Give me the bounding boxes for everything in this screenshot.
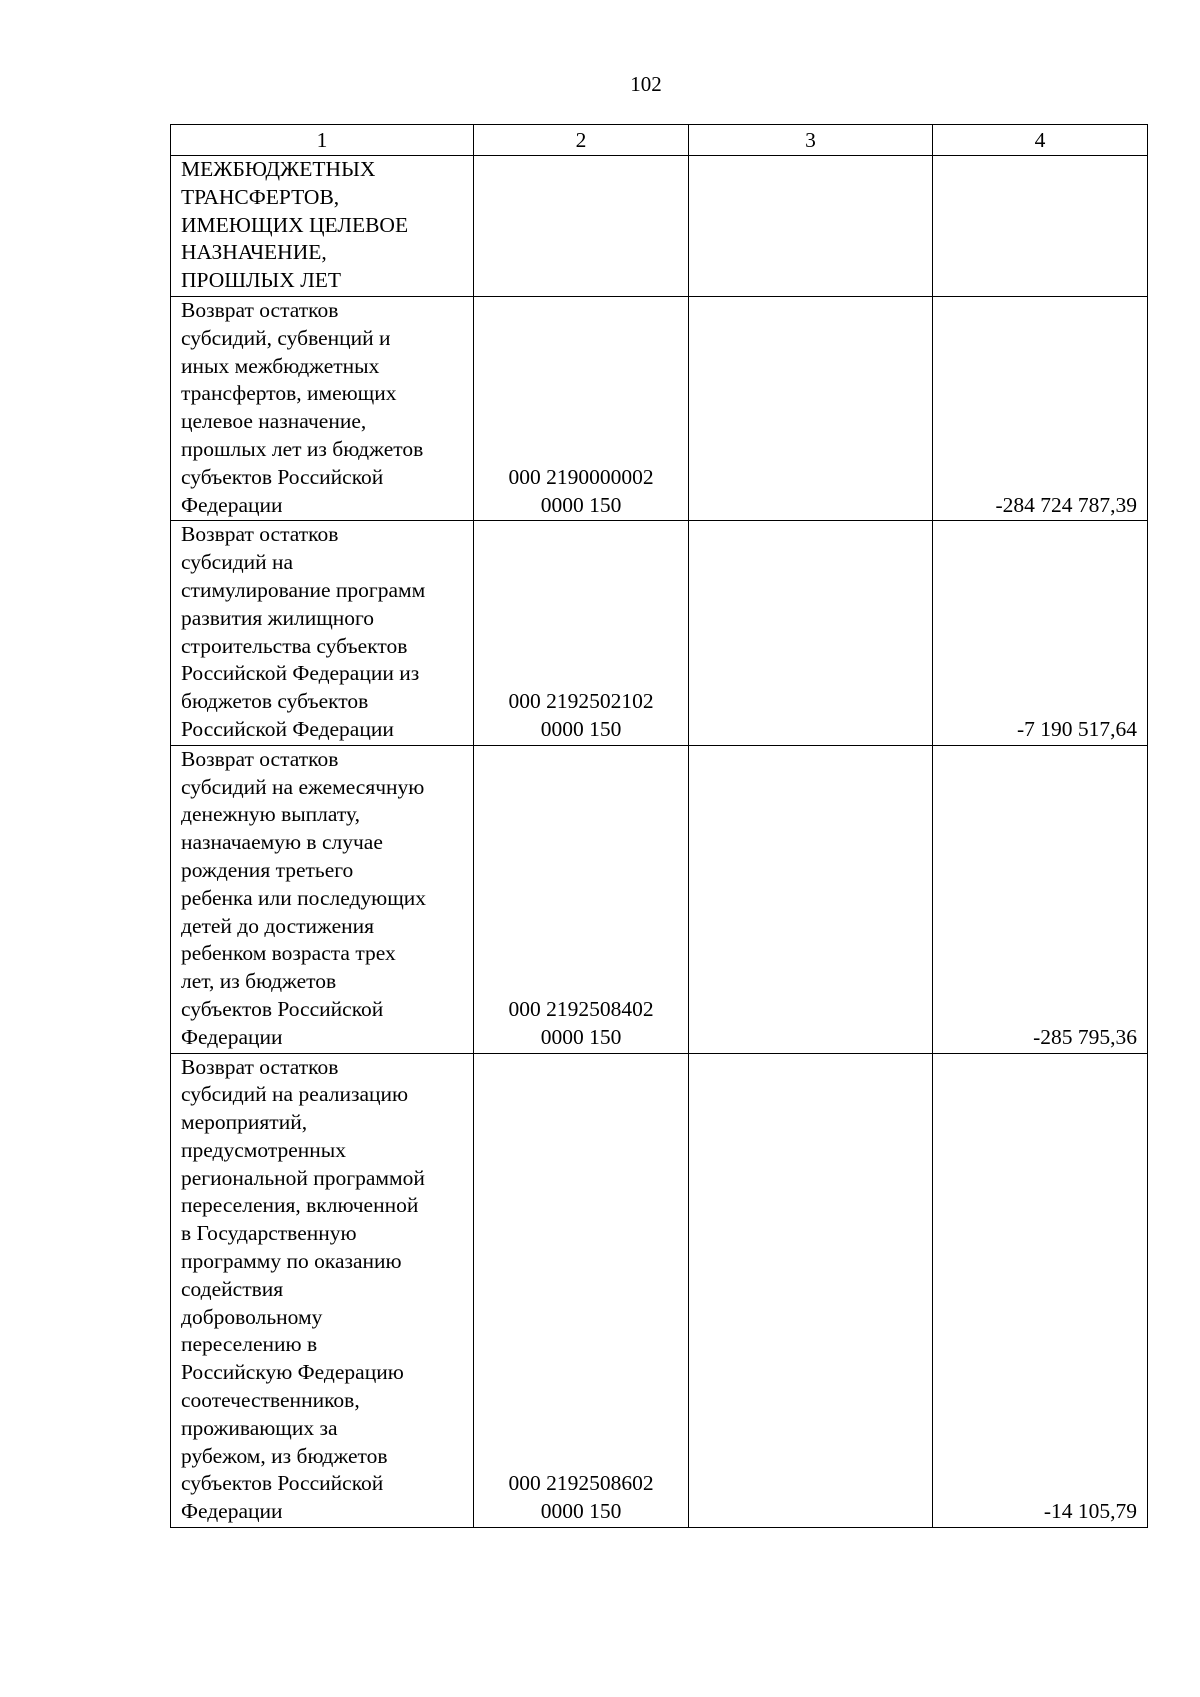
column-header-1: 1 <box>171 125 474 156</box>
column-header-3: 3 <box>689 125 933 156</box>
column-header-4: 4 <box>933 125 1148 156</box>
row-code-cell: 000 2190000002 0000 150 <box>474 296 689 520</box>
row-name-cell: Возврат остатков субсидий на реализацию мероприятий, предусмотренных региональной программой переселения, включенной в Государственную программу по оказанию содействия добровольному переселению в Российскую Федерацию соотечественников, проживающих за рубежом, из бюджетов субъектов Российской Федерации <box>171 1053 474 1528</box>
table-row <box>171 745 1148 1053</box>
row-col3-cell <box>689 521 933 745</box>
table-row <box>171 521 1148 745</box>
page-number: 102 <box>630 72 662 96</box>
row-name-cell: МЕЖБЮДЖЕТНЫХ ТРАНСФЕРТОВ, ИМЕЮЩИХ ЦЕЛЕВОЕ НАЗНАЧЕНИЕ, ПРОШЛЫХ ЛЕТ <box>171 156 474 297</box>
row-amount-cell: -284 724 787,39 <box>933 296 1148 520</box>
table-row <box>171 1053 1148 1528</box>
row-amount-cell: -285 795,36 <box>933 745 1148 1053</box>
row-code-cell: 000 2192502102 0000 150 <box>474 521 689 745</box>
row-col3-cell <box>689 156 933 297</box>
row-code-cell: 000 2192508602 0000 150 <box>474 1053 689 1528</box>
row-name-cell: Возврат остатков субсидий, субвенций и иных межбюджетных трансфертов, имеющих целевое назначение, прошлых лет из бюджетов субъектов Российской Федерации <box>171 296 474 520</box>
table-row <box>171 156 1148 297</box>
column-header-2: 2 <box>474 125 689 156</box>
row-col3-cell <box>689 745 933 1053</box>
row-col3-cell <box>689 296 933 520</box>
row-amount-cell: -14 105,79 <box>933 1053 1148 1528</box>
row-amount-cell: -7 190 517,64 <box>933 521 1148 745</box>
row-col3-cell <box>689 1053 933 1528</box>
row-code-cell: 000 2192508402 0000 150 <box>474 745 689 1053</box>
row-code-cell <box>474 156 689 297</box>
row-amount-cell <box>933 156 1148 297</box>
table-header-row <box>171 125 1148 156</box>
budget-table <box>170 124 1148 1528</box>
table-row <box>171 296 1148 520</box>
row-name-cell: Возврат остатков субсидий на стимулирование программ развития жилищного строительства субъектов Российской Федерации из бюджетов субъектов Российской Федерации <box>171 521 474 745</box>
row-name-cell: Возврат остатков субсидий на ежемесячную денежную выплату, назначаемую в случае рождения третьего ребенка или последующих детей до достижения ребенком возраста трех лет, из бюджетов субъектов Российской Федерации <box>171 745 474 1053</box>
